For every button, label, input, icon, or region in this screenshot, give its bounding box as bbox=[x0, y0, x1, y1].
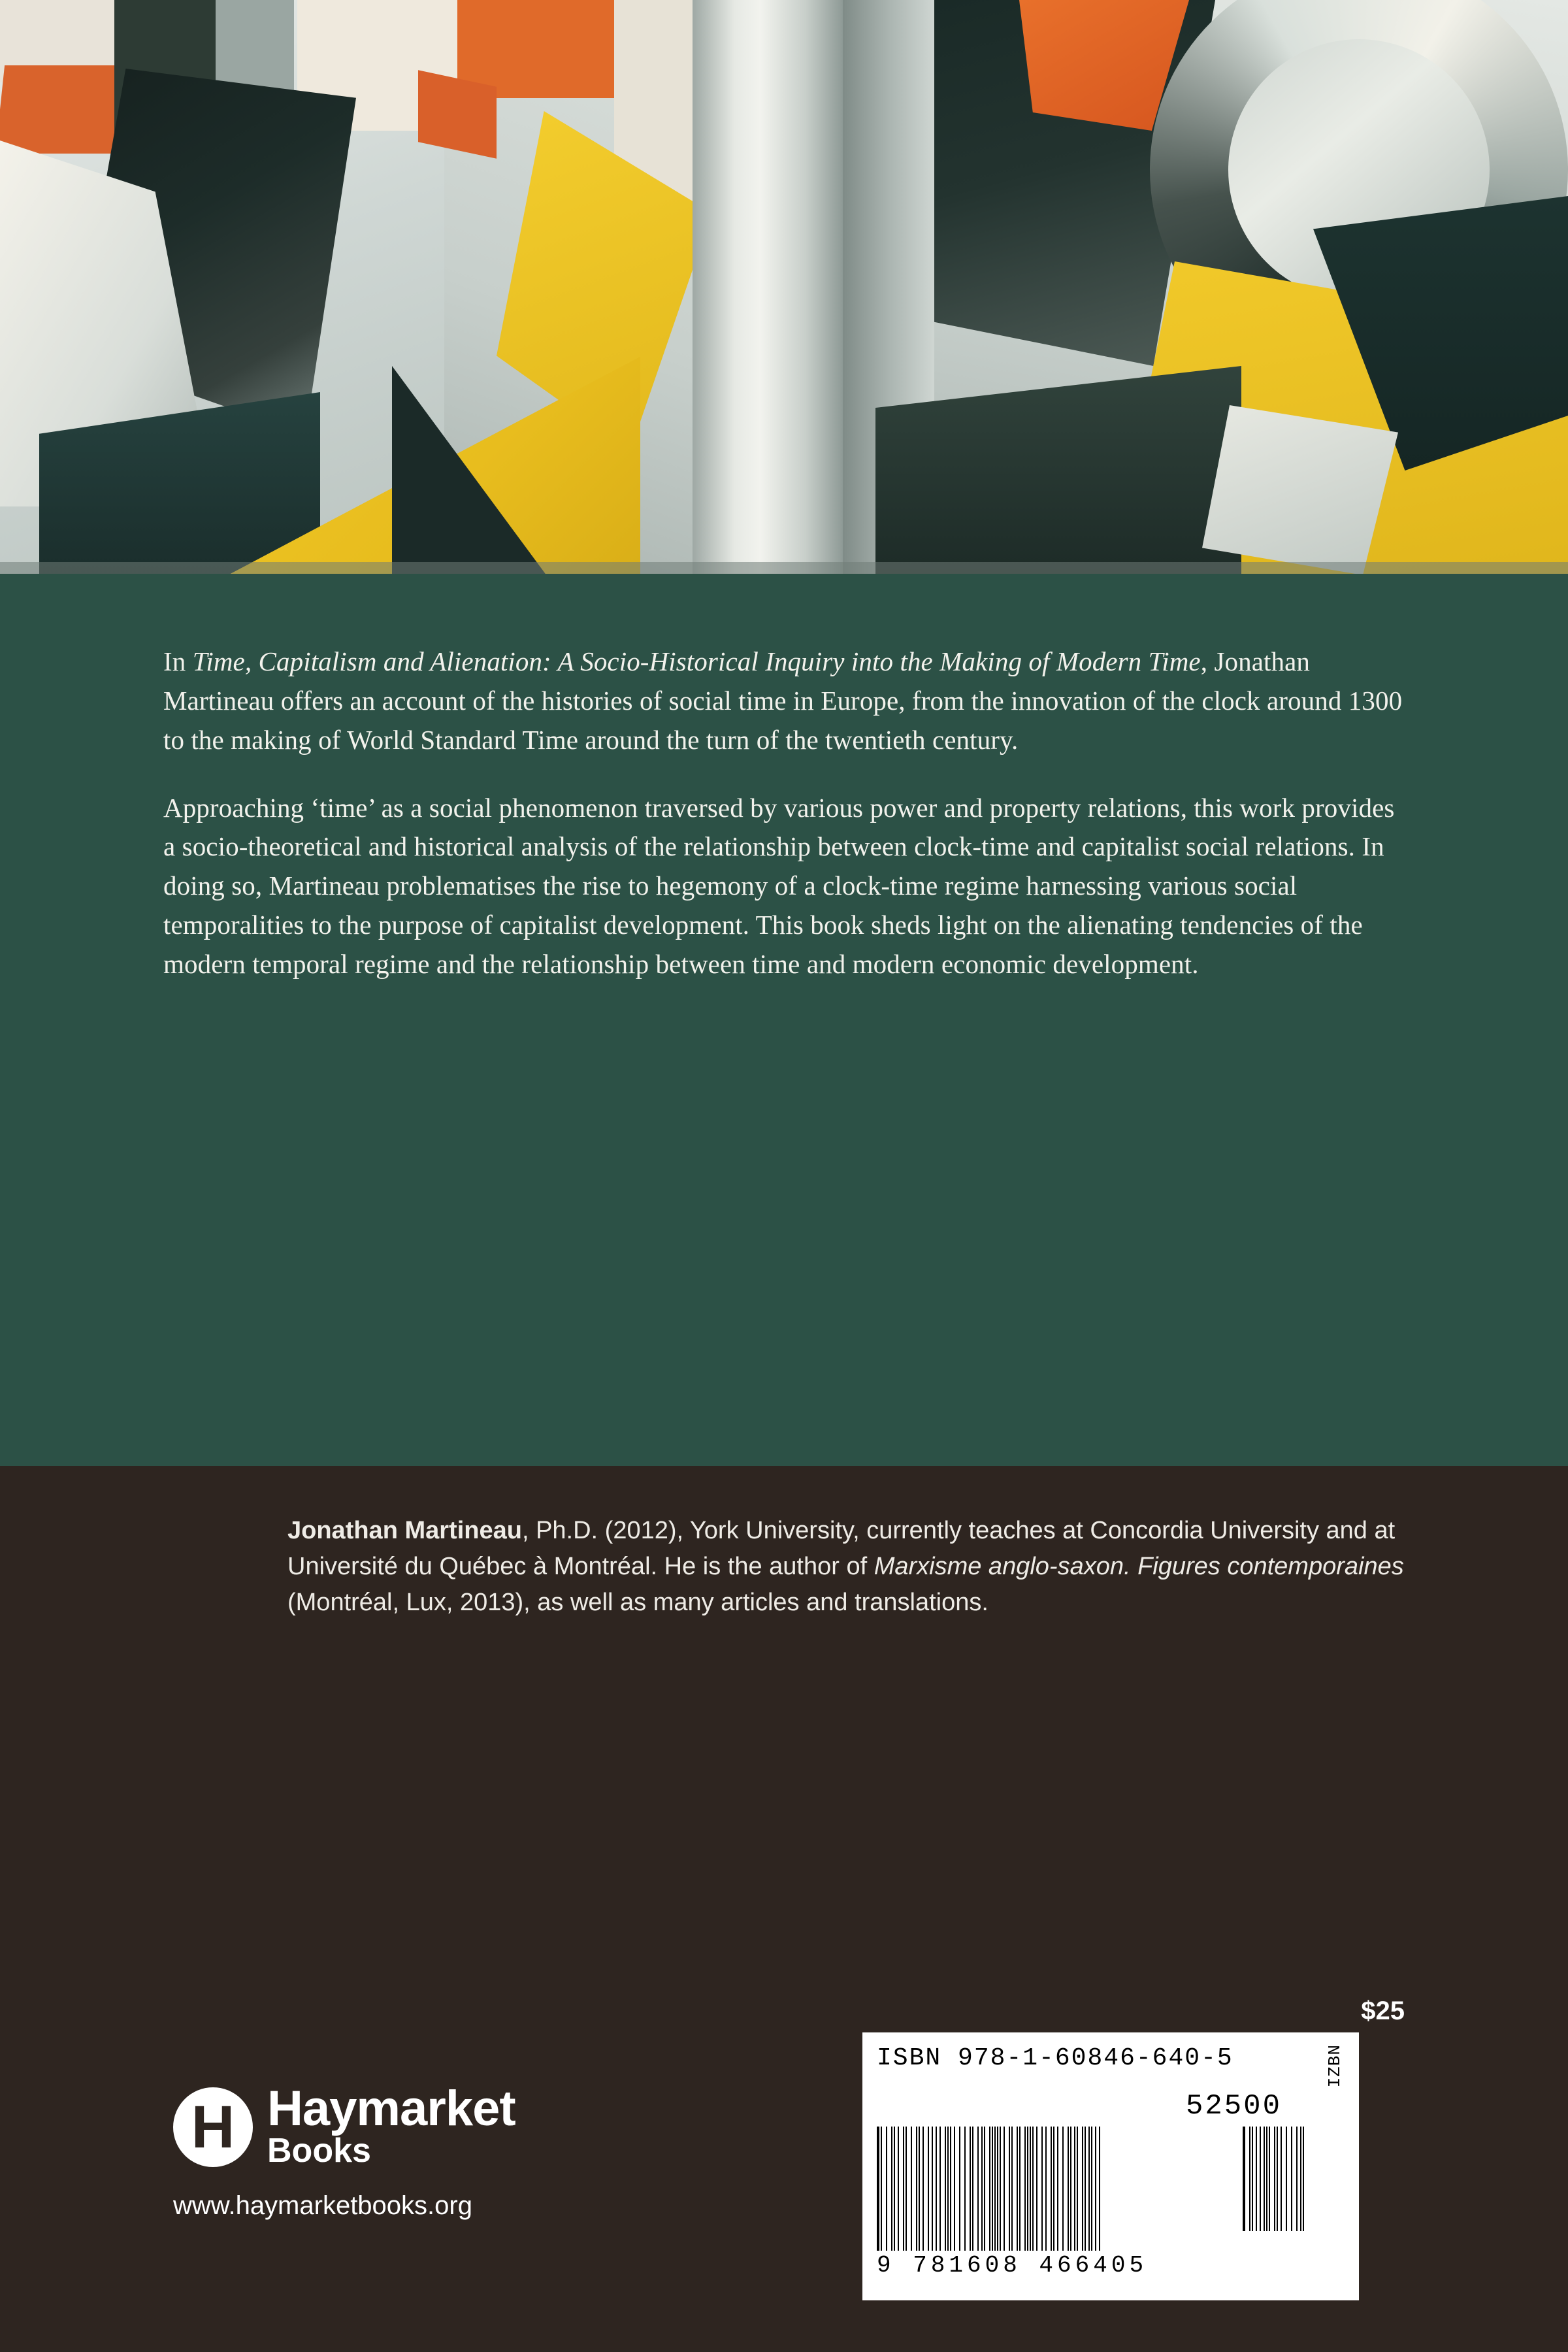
artwork-shape-cream-lower-right bbox=[1202, 405, 1398, 574]
publisher-logo-row bbox=[173, 2081, 644, 2170]
artwork-shape-cylinder bbox=[693, 0, 843, 574]
barcode-digits: 9 781608 466405 bbox=[877, 2252, 1148, 2279]
publisher-logo bbox=[173, 2081, 644, 2221]
barcode-header bbox=[877, 2044, 1345, 2087]
cover-artwork bbox=[0, 0, 1568, 574]
publisher-wordmark bbox=[267, 2081, 515, 2170]
author-bio-part-2: (Montréal, Lux, 2013), as well as many articles and translations. bbox=[287, 1589, 988, 1617]
description-suffix: , Jonathan Martineau offers an account of the histories of social time in Europe, from the innovation of the clock around 1300 to the making of World Standard Time around the turn of the twentieth century. bbox=[163, 646, 1403, 755]
author-work-title: Marxisme anglo-saxon. Figures contemporaines bbox=[874, 1553, 1404, 1581]
artwork-shape-baseline bbox=[0, 562, 1568, 574]
author-bio bbox=[287, 1513, 1405, 1621]
publisher-website[interactable]: www.haymarketbooks.org bbox=[173, 2191, 472, 2221]
isbn-number: 978-1-60846-640-5 bbox=[958, 2044, 1233, 2072]
barcode-block bbox=[862, 2032, 1359, 2300]
author-name: Jonathan Martineau bbox=[287, 1517, 522, 1544]
description-prefix: In bbox=[163, 646, 193, 676]
isbn-label: ISBN bbox=[877, 2044, 942, 2072]
book-title-italic: Time, Capitalism and Alienation: A Socio-Historical Inquiry into the Making of Modern Time bbox=[192, 646, 1201, 676]
barcode-addon-value: 52500 bbox=[1185, 2090, 1282, 2123]
barcode-bars-main bbox=[877, 2127, 1243, 2251]
author-bio-part-1: , Ph.D. (2012), York University, currently teaches at Concordia University and at Université du Québec à Montréal. He is the author of bbox=[287, 1517, 1396, 1581]
publisher-subname: Books bbox=[267, 2132, 371, 2170]
isbn-line bbox=[877, 2044, 1233, 2072]
description-paragraph-2: Approaching ‘time’ as a social phenomenon traversed by various power and property relations, this work provides a socio-theoretical and historical analysis of the relationship between clock-time and capitalist social relations. In doing so, Martineau problematises the rise to hegemony of a clock-time regime harnessing various social temporalities to the purpose of capitalist development. This book sheds light on the alienating tendencies of the modern temporal regime and the relationship between time and modern economic development. bbox=[163, 792, 1395, 980]
description-paragraph-1 bbox=[163, 642, 1405, 760]
artwork-shape-orange-left bbox=[0, 65, 125, 154]
isbn-side-label: IZBN bbox=[1325, 2044, 1345, 2088]
barcode-bars bbox=[877, 2127, 1345, 2251]
book-description-panel bbox=[0, 574, 1568, 1466]
publisher-name: Haymarket bbox=[267, 2081, 515, 2136]
price-label: $25 bbox=[1361, 1996, 1405, 2025]
barcode-bars-addon bbox=[1243, 2127, 1341, 2231]
haymarket-monogram-icon: H bbox=[173, 2087, 253, 2167]
